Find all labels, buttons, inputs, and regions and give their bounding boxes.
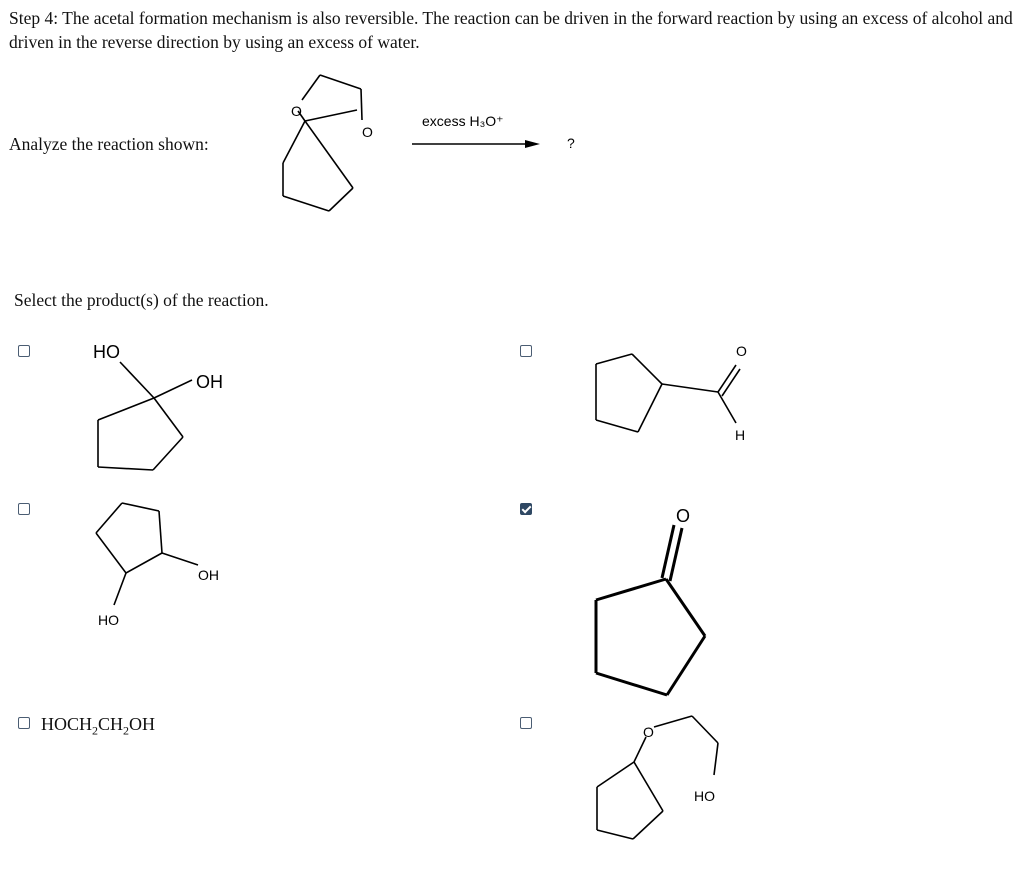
hydroxyl-label: HO (98, 612, 119, 628)
option-c-structure (90, 495, 240, 635)
option-f-checkbox[interactable] (520, 717, 532, 729)
option-f-structure (590, 705, 750, 855)
option-a-checkbox[interactable] (18, 345, 30, 357)
option-d-checkbox[interactable] (520, 503, 532, 515)
reactant-structure (270, 64, 380, 224)
analyze-label: Analyze the reaction shown: (9, 134, 209, 154)
intro-text: Step 4: The acetal formation mechanism is also reversible. The reaction can be driven in the forward reaction by using an excess of alcohol and driven in the reverse direction by using an excess of water. (9, 8, 1013, 52)
option-e-checkbox[interactable] (18, 717, 30, 729)
option-b-checkbox[interactable] (520, 345, 532, 357)
oxygen-label: O (676, 506, 691, 526)
oxygen-label: O (736, 343, 747, 359)
product-placeholder (565, 132, 585, 152)
hydroxyl-label: HO (93, 342, 120, 362)
reagent-label: excess H₃O⁺ (422, 113, 504, 129)
oxygen-label: O (362, 124, 373, 140)
svg-text:?: ? (567, 135, 575, 151)
oxygen-label: O (291, 103, 302, 119)
option-c-checkbox[interactable] (18, 503, 30, 515)
option-a-structure (90, 340, 240, 480)
option-b-structure (590, 340, 770, 460)
hydrogen-label: H (735, 427, 746, 443)
option-d-structure (590, 495, 730, 705)
hydroxyl-label: HO (694, 788, 715, 804)
oxygen-label: O (643, 724, 654, 740)
reaction-arrow (405, 108, 545, 158)
select-instruction: Select the product(s) of the reaction. (14, 290, 269, 310)
option-e-formula: $HOCH_2CH_2OH$ (41, 714, 156, 738)
hydroxyl-label: OH (198, 567, 219, 583)
hydroxyl-label: OH (196, 372, 223, 392)
